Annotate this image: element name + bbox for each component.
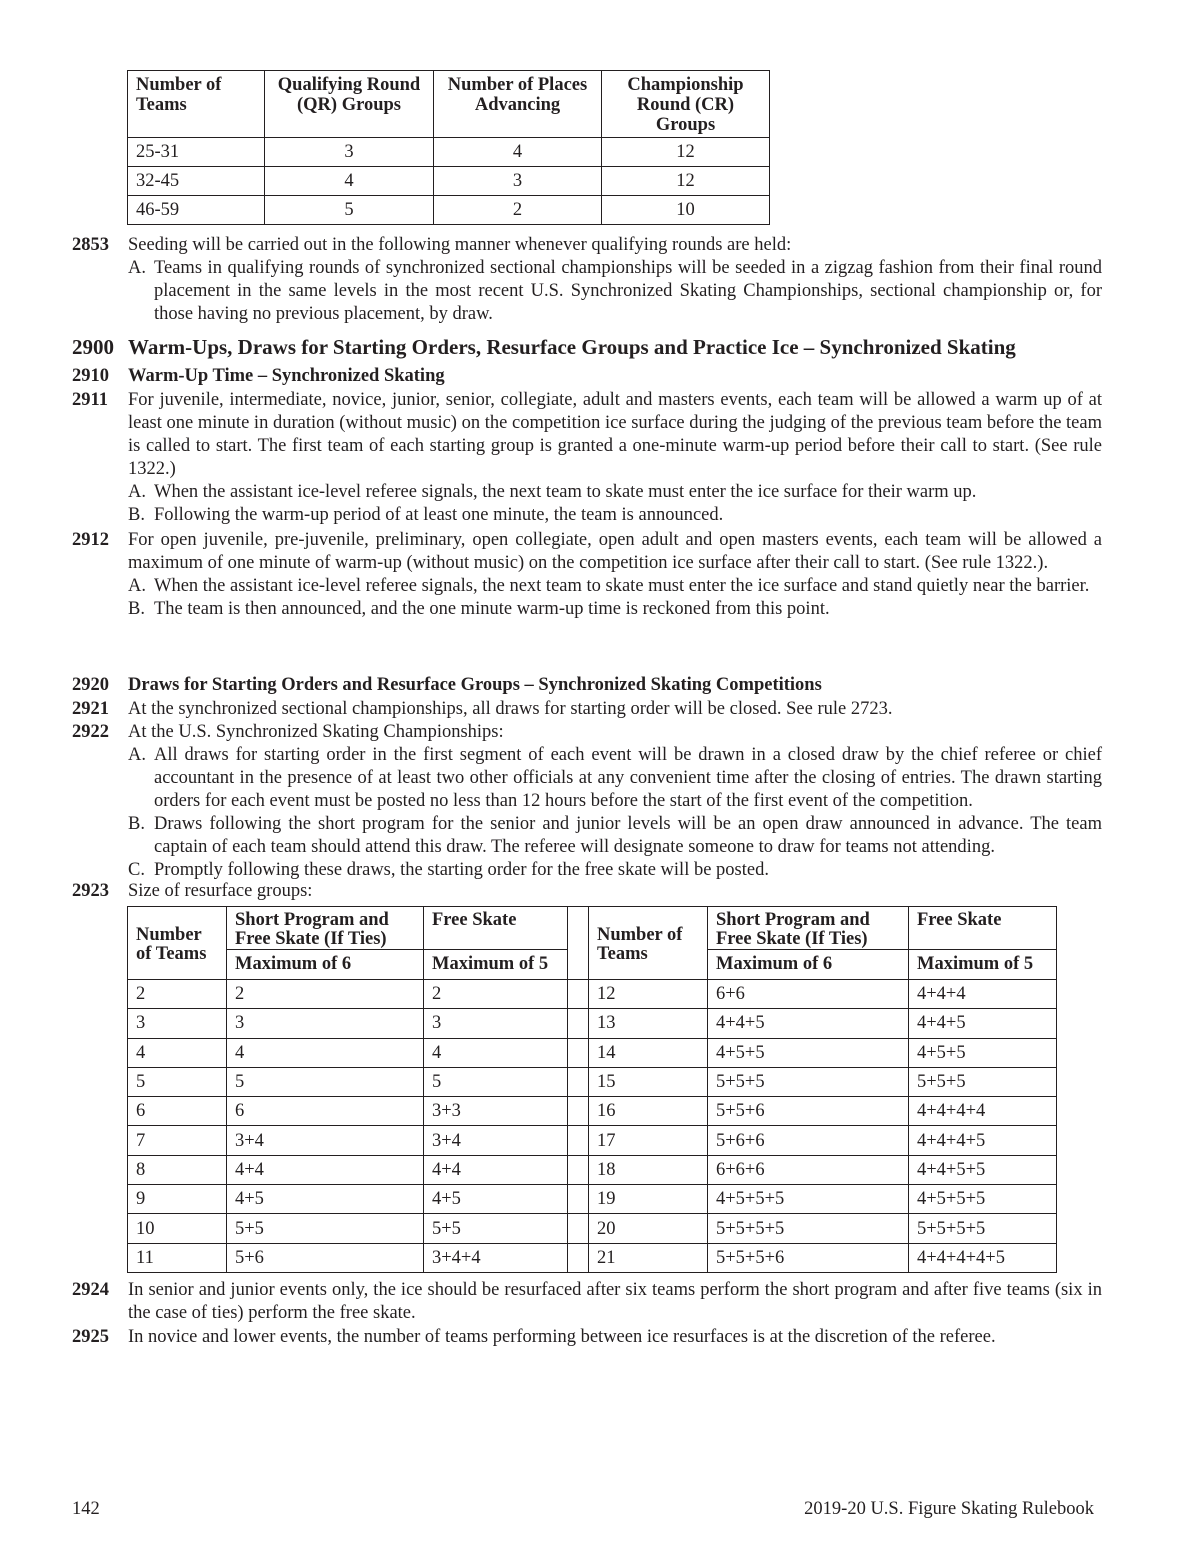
table-cell: 46-59 [128, 196, 265, 225]
rule-number: 2912 [72, 530, 109, 550]
table-row [128, 1009, 1057, 1038]
list-item [72, 744, 1102, 813]
table-cell: 18 [589, 1155, 708, 1184]
table-cell: 3 [128, 1009, 227, 1038]
table-header-row [128, 71, 770, 138]
table-cell: 4+4 [424, 1155, 568, 1184]
table-cell: 4+4 [227, 1155, 424, 1184]
table-cell: 5 [424, 1067, 568, 1096]
table-cell: 4+5+5+5 [708, 1185, 909, 1214]
table-cell: 6 [128, 1097, 227, 1126]
table-row [128, 1067, 1057, 1096]
table-cell: 15 [589, 1067, 708, 1096]
table-cell: 5+6+6 [708, 1126, 909, 1155]
rule-2912 [72, 529, 1102, 621]
column-header: Free Skate [909, 907, 1057, 950]
list-item [72, 257, 1102, 326]
table-row [128, 1038, 1057, 1067]
table-cell: 3+4 [424, 1126, 568, 1155]
item-letter: B. [128, 814, 145, 834]
table-cell: 4+4+4+5 [909, 1126, 1057, 1155]
rule-2910-heading [72, 365, 1102, 388]
table-separator [568, 907, 589, 980]
item-letter: C. [128, 860, 145, 880]
table-cell: 3 [434, 167, 602, 196]
item-text: When the assistant ice-level referee signals, the next team to skate must enter the ice surface and stand quietly near the barrier. [154, 576, 1090, 596]
rule-2924 [72, 1279, 1102, 1325]
table-cell: 12 [602, 138, 770, 167]
table-row [128, 1097, 1057, 1126]
table-row [128, 1243, 1057, 1272]
rule-text: For juvenile, intermediate, novice, junior, senior, collegiate, adult and masters events, each team will be allowed a warm up of at least one minute in duration (without music) on the competition ice surface during the judging of the previous team before the team is called to start. The first team of each starting group is granted a one-minute warm-up period before their call to start. (See rule 1322.) [128, 390, 1102, 479]
list-item [72, 481, 1102, 504]
list-item [72, 504, 1102, 527]
table-cell: 10 [128, 1214, 227, 1243]
table-cell: 4+4+5+5 [909, 1155, 1057, 1184]
qualifying-round-table [127, 70, 770, 225]
table-row [128, 167, 770, 196]
table-cell: 4+4+4+4+5 [909, 1243, 1057, 1272]
rule-2922 [72, 721, 1102, 882]
table-cell: 5+5+5+5 [909, 1214, 1057, 1243]
table-cell: 2 [227, 980, 424, 1009]
rule-text: Seeding will be carried out in the following manner whenever qualifying rounds are held: [128, 235, 792, 255]
rule-number: 2925 [72, 1327, 109, 1347]
item-text: Following the warm-up period of at least one minute, the team is announced. [154, 505, 724, 525]
table-cell: 5+6 [227, 1243, 424, 1272]
table-row [128, 1155, 1057, 1184]
rule-text: Size of resurface groups: [128, 881, 313, 901]
rule-title: Warm-Up Time – Synchronized Skating [128, 366, 445, 386]
item-text: Teams in qualifying rounds of synchronized sectional championships will be seeded in a zigzag fashion from their final round placement in the same levels in the most recent U.S. Synchronized Skating Championships, sectional championship or, for those having no previous placement, by draw. [154, 258, 1102, 324]
table-cell: 4 [434, 138, 602, 167]
resurface-groups-table [127, 906, 1057, 1273]
rule-number: 2924 [72, 1280, 109, 1300]
table-row [128, 1126, 1057, 1155]
table-cell: 13 [589, 1009, 708, 1038]
table-cell: 3 [424, 1009, 568, 1038]
rule-number: 2923 [72, 881, 109, 901]
table-row [128, 138, 770, 167]
item-text: When the assistant ice-level referee signals, the next team to skate must enter the ice surface for their warm up. [154, 482, 977, 502]
list-item [72, 598, 1102, 621]
table-cell: 4+4+5 [708, 1009, 909, 1038]
item-text: Promptly following these draws, the starting order for the free skate will be posted. [154, 860, 769, 880]
table-cell: 4 [128, 1038, 227, 1067]
table-cell: 10 [602, 196, 770, 225]
column-header: Free Skate [424, 907, 568, 950]
rule-text: For open juvenile, pre-juvenile, preliminary, open collegiate, open adult and open masters events, each team will be allowed a maximum of one minute of warm-up (without music) on the competition ice surface after their call to start. (See rule 1322.). [128, 530, 1102, 573]
column-header: Short Program and Free Skate (If Ties) [708, 907, 909, 950]
table-separator [568, 1214, 589, 1243]
table-cell: 3 [227, 1009, 424, 1038]
column-subheader: Maximum of 6 [227, 950, 424, 980]
table-cell: 3 [265, 138, 434, 167]
resurface-table-body [128, 980, 1057, 1273]
table-cell: 3+4+4 [424, 1243, 568, 1272]
rule-2923 [72, 880, 1102, 903]
rule-text: At the synchronized sectional championships, all draws for starting order will be closed. See rule 2723. [128, 699, 893, 719]
table-cell: 6 [227, 1097, 424, 1126]
table-cell: 4+5 [227, 1185, 424, 1214]
table-cell: 4+5+5 [909, 1038, 1057, 1067]
rule-number: 2921 [72, 699, 109, 719]
table-separator [568, 1155, 589, 1184]
table-cell: 14 [589, 1038, 708, 1067]
table-cell: 5+5+5 [909, 1067, 1057, 1096]
item-letter: A. [128, 482, 146, 502]
item-letter: A. [128, 745, 146, 765]
table-cell: 4+4+4 [909, 980, 1057, 1009]
item-letter: A. [128, 258, 146, 278]
section-heading [72, 334, 1102, 360]
column-subheader: Maximum of 5 [909, 950, 1057, 980]
table-cell: 19 [589, 1185, 708, 1214]
table-separator [568, 980, 589, 1009]
table-cell: 32-45 [128, 167, 265, 196]
rule-2925 [72, 1326, 1102, 1349]
item-letter: A. [128, 576, 146, 596]
table-cell: 4 [424, 1038, 568, 1067]
rule-number: 2853 [72, 235, 109, 255]
table-cell: 3+3 [424, 1097, 568, 1126]
rule-number: 2911 [72, 390, 108, 410]
column-header: Short Program and Free Skate (If Ties) [227, 907, 424, 950]
list-item [72, 859, 1102, 882]
column-subheader: Maximum of 5 [424, 950, 568, 980]
column-header: Number of Teams [589, 907, 708, 980]
table-cell: 12 [589, 980, 708, 1009]
column-subheader: Maximum of 6 [708, 950, 909, 980]
column-header: Number of Teams [128, 907, 227, 980]
table-cell: 3+4 [227, 1126, 424, 1155]
table-cell: 4 [227, 1038, 424, 1067]
table-separator [568, 1126, 589, 1155]
item-text: The team is then announced, and the one minute warm-up time is reckoned from this point. [154, 599, 830, 619]
table-separator [568, 1009, 589, 1038]
rule-number: 2920 [72, 675, 109, 695]
table-cell: 12 [602, 167, 770, 196]
rule-2853 [72, 234, 1102, 326]
rule-title: Draws for Starting Orders and Resurface Groups – Synchronized Skating Competitions [128, 675, 822, 695]
column-header: Qualifying Round (QR) Groups [265, 71, 434, 138]
table-cell: 9 [128, 1185, 227, 1214]
table-separator [568, 1243, 589, 1272]
table-cell: 5+5+5+6 [708, 1243, 909, 1272]
table-cell: 5 [227, 1067, 424, 1096]
table-cell: 11 [128, 1243, 227, 1272]
item-text: All draws for starting order in the first segment of each event will be drawn in a closed draw by the chief referee or chief accountant in the presence of at least two other officials at any convenient time after the closing of entries. The drawn starting orders for each event must be posted no less than 12 hours before the start of the first event of the competition. [154, 745, 1102, 811]
item-letter: B. [128, 505, 145, 525]
table-cell: 2 [424, 980, 568, 1009]
table-separator [568, 1097, 589, 1126]
rule-text: In senior and junior events only, the ice should be resurfaced after six teams perform the short program and after five teams (six in the case of ties) perform the free skate. [128, 1280, 1102, 1323]
rule-number: 2922 [72, 722, 109, 742]
table-row [128, 1185, 1057, 1214]
book-title: 2019-20 U.S. Figure Skating Rulebook [804, 1499, 1094, 1519]
rule-2920-heading [72, 674, 1102, 697]
table-cell: 5+5 [424, 1214, 568, 1243]
table-cell: 4+5+5+5 [909, 1185, 1057, 1214]
table-cell: 6+6 [708, 980, 909, 1009]
item-text: Draws following the short program for the senior and junior levels will be an open draw announced in advance. The team captain of each team should attend this draw. The referee will designate someone to draw for teams not attending. [154, 814, 1102, 857]
table-cell: 5 [265, 196, 434, 225]
rule-number: 2910 [72, 366, 109, 386]
table-cell: 4 [265, 167, 434, 196]
list-item [72, 813, 1102, 859]
column-header: Championship Round (CR) Groups [602, 71, 770, 138]
table-cell: 20 [589, 1214, 708, 1243]
table-cell: 2 [128, 980, 227, 1009]
table-cell: 4+4+5 [909, 1009, 1057, 1038]
table-cell: 25-31 [128, 138, 265, 167]
table-row [128, 1214, 1057, 1243]
section-number: 2900 [72, 335, 114, 359]
table-cell: 7 [128, 1126, 227, 1155]
rule-2911 [72, 389, 1102, 527]
table-separator [568, 1038, 589, 1067]
table-cell: 17 [589, 1126, 708, 1155]
table-row [128, 196, 770, 225]
table-separator [568, 1067, 589, 1096]
column-header: Number of Teams [128, 71, 265, 138]
page-number: 142 [72, 1499, 100, 1519]
table-cell: 4+5+5 [708, 1038, 909, 1067]
rule-text: In novice and lower events, the number of teams performing between ice resurfaces is at the discretion of the referee. [128, 1327, 996, 1347]
table-cell: 5 [128, 1067, 227, 1096]
table-cell: 5+5+5 [708, 1067, 909, 1096]
item-letter: B. [128, 599, 145, 619]
table-row [128, 980, 1057, 1009]
column-header: Number of Places Advancing [434, 71, 602, 138]
table-separator [568, 1185, 589, 1214]
table-cell: 6+6+6 [708, 1155, 909, 1184]
table-cell: 2 [434, 196, 602, 225]
table-cell: 4+5 [424, 1185, 568, 1214]
rule-2921 [72, 698, 1102, 721]
table-cell: 5+5+6 [708, 1097, 909, 1126]
table-cell: 4+4+4+4 [909, 1097, 1057, 1126]
table-cell: 8 [128, 1155, 227, 1184]
list-item [72, 575, 1102, 598]
table-cell: 21 [589, 1243, 708, 1272]
section-title: Warm-Ups, Draws for Starting Orders, Resurface Groups and Practice Ice – Synchronized Skating [128, 335, 1016, 359]
table-cell: 5+5+5+5 [708, 1214, 909, 1243]
table-cell: 16 [589, 1097, 708, 1126]
table-header-row [128, 907, 1057, 950]
rule-text: At the U.S. Synchronized Skating Championships: [128, 722, 504, 742]
table-cell: 5+5 [227, 1214, 424, 1243]
